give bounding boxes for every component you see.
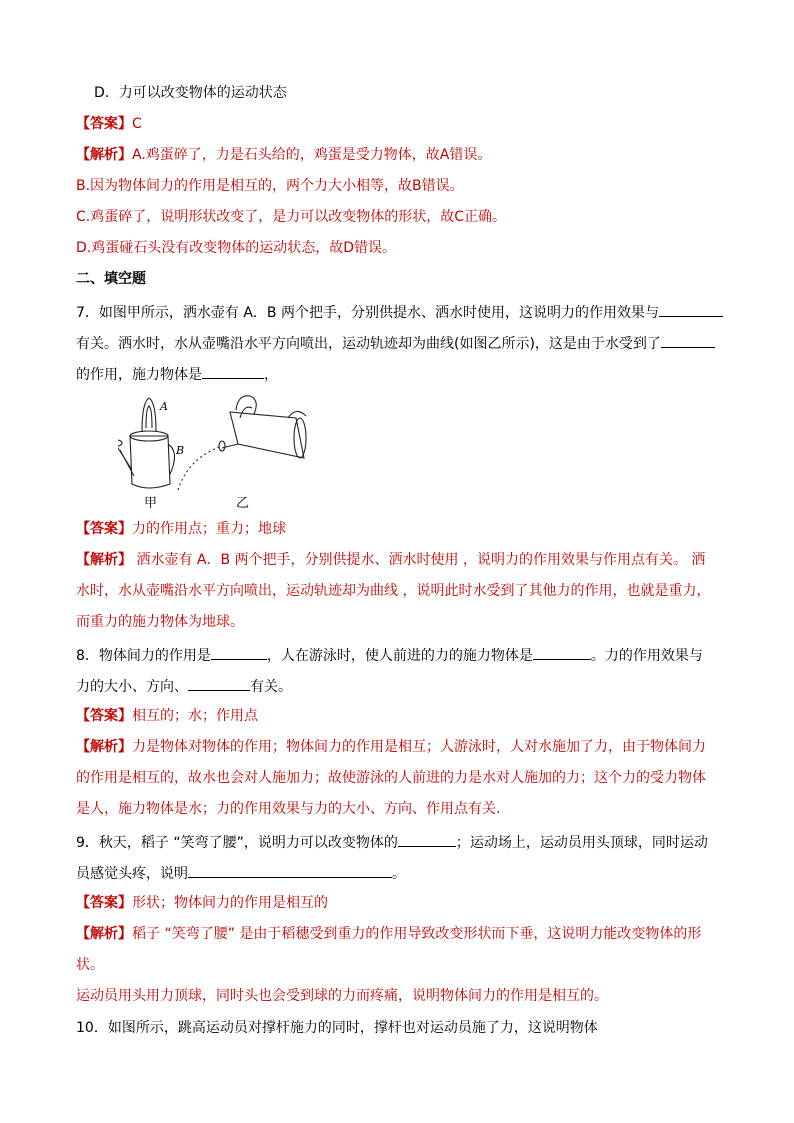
watering-can-figure: [118, 388, 338, 512]
q9-line2: [76, 863, 726, 883]
answer-blank: [659, 302, 723, 317]
q9-line2-a: 员感觉头疼，说明: [76, 866, 188, 882]
q8-line1-b: ，人在游泳时，使人前进的力的施力物体是: [266, 648, 533, 664]
q8-answer: 相互的；水；作用点: [132, 708, 258, 724]
q9-analysis-3: 运动员用头用力顶球，同时头也会受到球的力而疼痛，说明物体间力的作用是相互的。: [76, 988, 608, 1004]
q8-line2-b: 有关。: [250, 679, 292, 695]
q8-line2: [76, 676, 726, 696]
q8-line2-a: 力的大小、方向、: [76, 679, 188, 695]
q7-answer: 力的作用点；重力；地球: [132, 521, 286, 537]
q8-analysis-1: 力是物体对物体的作用；物体间力的作用是相互；人游泳时，人对水施加了力，由于物体间力: [132, 739, 706, 755]
q9-line2-b: 。: [392, 866, 406, 882]
q7-line3: [76, 364, 726, 384]
q6-analysis-a-line: [76, 146, 726, 164]
q8-answer-line: [76, 707, 726, 725]
q7-line3-end: ，: [264, 367, 278, 383]
q7-line2: [76, 333, 726, 353]
q8-line1: [76, 645, 726, 665]
analysis-tag: 【解析】: [76, 926, 132, 942]
answer-blank: [188, 676, 250, 691]
q9-line1-b: ；运动场上，运动员用头顶球，同时运动: [455, 835, 708, 851]
q6-answer-line: [76, 115, 726, 133]
q8-analysis-2: 的作用是相互的，故水也会对人施加力；故使游泳的人前进的力是水对人施加的力；这个力的受力物体: [76, 770, 706, 786]
q6-option-d: D．力可以改变物体的运动状态: [94, 85, 287, 101]
q7-line3-text: 的作用，施力物体是: [76, 367, 202, 383]
q10-line1: 10．如图所示，跳高运动员对撑杆施力的同时，撑杆也对运动员施了力，这说明物体: [76, 1020, 598, 1036]
answer-blank: [661, 333, 715, 348]
q7-line2-text: 有关。洒水时，水从壶嘴沿水平方向喷出，运动轨迹却为曲线(如图乙所示)，这是由于水受到了: [76, 336, 661, 352]
answer-tag: 【答案】: [76, 521, 132, 537]
q6-analysis-a: A.鸡蛋碎了，力是石头给的，鸡蛋是受力物体，故A错误。: [132, 147, 492, 163]
answer-tag: 【答案】: [76, 895, 132, 911]
analysis-tag: 【解析】: [76, 552, 132, 568]
q7-line1: [76, 302, 726, 322]
q6-answer: C: [132, 116, 142, 132]
q7-analysis-3: 而重力的施力物体为地球。: [76, 614, 244, 630]
answer-tag: 【答案】: [76, 708, 132, 724]
q9-line1: [76, 832, 726, 852]
label-b: B: [176, 444, 185, 457]
answer-blank: [211, 645, 267, 660]
q9-answer-line: [76, 894, 726, 912]
analysis-tag: 【解析】: [76, 739, 132, 755]
q9-line1-a: 9．秋天，稻子 “笑弯了腰”，说明力可以改变物体的: [76, 835, 398, 851]
q7-analysis-2: 水时，水从壶嘴沿水平方向喷出，运动轨迹却为曲线 ，说明此时水受到了其他力的作用，也就是重力，: [76, 583, 711, 599]
q8-analysis-3: 是人，施力物体是水；力的作用效果与力的大小、方向、作用点有关.: [76, 801, 501, 817]
q8-line1-c: 。力的作用效果与: [590, 648, 703, 664]
q9-analysis-1: 稻子 “笑弯了腰” 是由于稻穗受到重力的作用导致改变形状而下垂，这说明力能改变物体的形: [132, 926, 702, 942]
answer-blank: [188, 863, 392, 878]
q7-analysis-1: 洒水壶有 A．B 两个把手，分别供提水、洒水时使用 ，说明力的作用效果与作用点有关。 洒: [132, 552, 706, 568]
q7-line1-text: 7．如图甲所示，洒水壶有 A．B 两个把手，分别供提水、洒水时使用，这说明力的作用效果与: [76, 305, 659, 321]
answer-blank: [202, 364, 264, 379]
section-title: 二、填空题: [76, 271, 146, 287]
q9-analysis-2: 状。: [76, 957, 104, 973]
answer-tag: 【答案】: [76, 116, 132, 132]
q9-analysis-line1: [76, 925, 726, 943]
analysis-tag: 【解析】: [76, 147, 132, 163]
q7-analysis-line1: [76, 551, 726, 569]
label-a: A: [160, 400, 168, 413]
answer-blank: [398, 832, 456, 847]
caption-left: 甲: [144, 496, 158, 511]
caption-right: 乙: [236, 496, 250, 511]
answer-blank: [533, 645, 591, 660]
q8-analysis-line1: [76, 738, 726, 756]
q6-analysis-c: C.鸡蛋碎了，说明形状改变了，是力可以改变物体的形状，故C正确。: [76, 209, 506, 225]
q9-answer: 形状；物体间力的作用是相互的: [132, 895, 328, 911]
q8-line1-a: 8．物体间力的作用是: [76, 648, 211, 664]
q6-analysis-b: B.因为物体间力的作用是相互的，两个力大小相等，故B错误。: [76, 178, 464, 194]
q7-answer-line: [76, 520, 726, 538]
q6-analysis-d: D.鸡蛋碰石头没有改变物体的运动状态，故D错误。: [76, 240, 397, 256]
